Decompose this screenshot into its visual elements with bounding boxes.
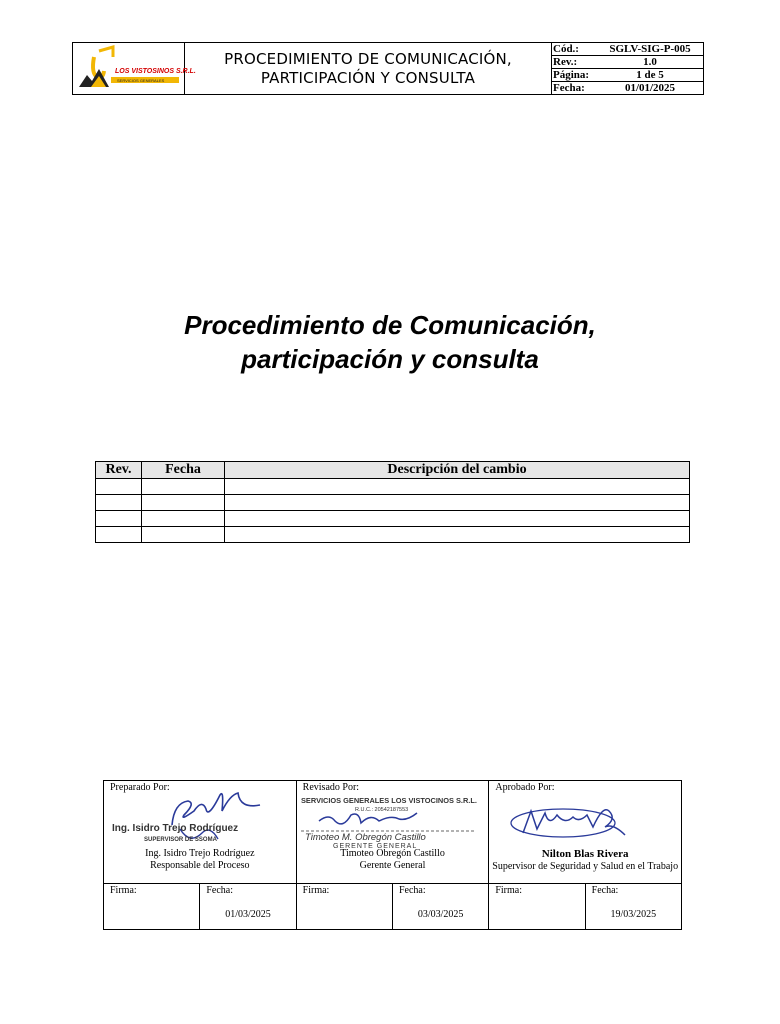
reviewed-stamp-sub: GERENTE GENERAL: [332, 843, 417, 850]
table-row: [96, 527, 690, 543]
meta-date: Fecha: 01/01/2025: [553, 82, 676, 94]
reviewed-role: Gerente General: [359, 860, 426, 871]
header-meta: [552, 43, 703, 94]
prepared-name: Ing. Isidro Trejo Rodríguez: [145, 848, 255, 859]
prepared-firma-cell: Firma:: [104, 884, 200, 930]
meta-page: Página: 1 de 5: [552, 69, 703, 82]
reviewed-stamp-company: SERVICIOS GENERALES LOS VISTOCINOS S.R.L.: [300, 796, 477, 805]
reviewed-fecha-cell: Fecha: 03/03/2025: [393, 884, 489, 930]
prepared-signature: [110, 785, 290, 849]
header-title-line2: PARTICIPACIÓN Y CONSULTA: [260, 68, 476, 87]
approved-role: Supervisor de Seguridad y Salud en el Trabajo: [492, 861, 679, 872]
logo-subtext: SERVICIOS GENERALES: [117, 78, 165, 83]
document-header: [72, 42, 704, 95]
col-fecha: Fecha: [142, 462, 225, 479]
reviewed-by-label: Revisado Por:: [302, 782, 360, 793]
reviewed-stamp-text: Timoteo M. Obregón Castillo: [304, 832, 426, 843]
reviewed-name: Timoteo Obregón Castillo: [340, 848, 445, 859]
prepared-date: 01/03/2025: [225, 909, 271, 920]
table-row: [96, 511, 690, 527]
logo-icon: [73, 43, 196, 94]
header-title: [185, 43, 552, 94]
document-title-line1: Procedimiento de Comunicación,: [184, 310, 596, 340]
approved-by-cell: [489, 781, 681, 883]
approved-name: Nilton Blas Rivera: [541, 848, 629, 860]
reviewed-firma-cell: Firma:: [297, 884, 393, 930]
prepared-stamp-text: Ing. Isidro Trejo Rodríguez: [112, 823, 239, 834]
reviewed-by-cell: [297, 781, 490, 883]
approved-date: 19/03/2025: [610, 909, 657, 920]
approved-signature: [509, 797, 659, 847]
col-rev: Rev.: [96, 462, 142, 479]
meta-revision: Rev.: 1.0: [552, 56, 703, 69]
approved-fecha-cell: Fecha: 19/03/2025: [586, 884, 681, 930]
prepared-stamp-sub: SUPERVISOR DE SSOMA: [144, 837, 217, 843]
approval-block: [103, 780, 682, 930]
document-title-line2: participación y consulta: [241, 344, 539, 374]
meta-code: Cód.: SGLV-SIG-P-005: [552, 43, 703, 56]
col-descripcion: Descripción del cambio: [225, 462, 690, 479]
approved-firma-cell: Firma:: [489, 884, 585, 930]
prepared-role: Responsable del Proceso: [150, 860, 250, 871]
prepared-fecha-cell: Fecha: 01/03/2025: [200, 884, 296, 930]
prepared-by-cell: [104, 781, 297, 883]
reviewed-date: 03/03/2025: [417, 909, 464, 920]
approved-by-label: Aprobado Por:: [495, 782, 555, 793]
reviewed-stamp-ruc: R.U.C.: 20542187553: [354, 807, 408, 813]
header-title-line1: PROCEDIMIENTO DE COMUNICACIÓN,: [224, 49, 512, 68]
revision-table: [95, 461, 690, 543]
reviewed-stamp: [299, 791, 487, 853]
logo-text: LOS VISTOSINOS S.R.L.: [115, 68, 196, 75]
table-row: [96, 495, 690, 511]
prepared-by-label: Preparado Por:: [110, 782, 170, 793]
company-logo: [73, 43, 196, 94]
revision-table-header: [96, 462, 690, 479]
document-title: [0, 308, 780, 376]
table-row: [96, 479, 690, 495]
